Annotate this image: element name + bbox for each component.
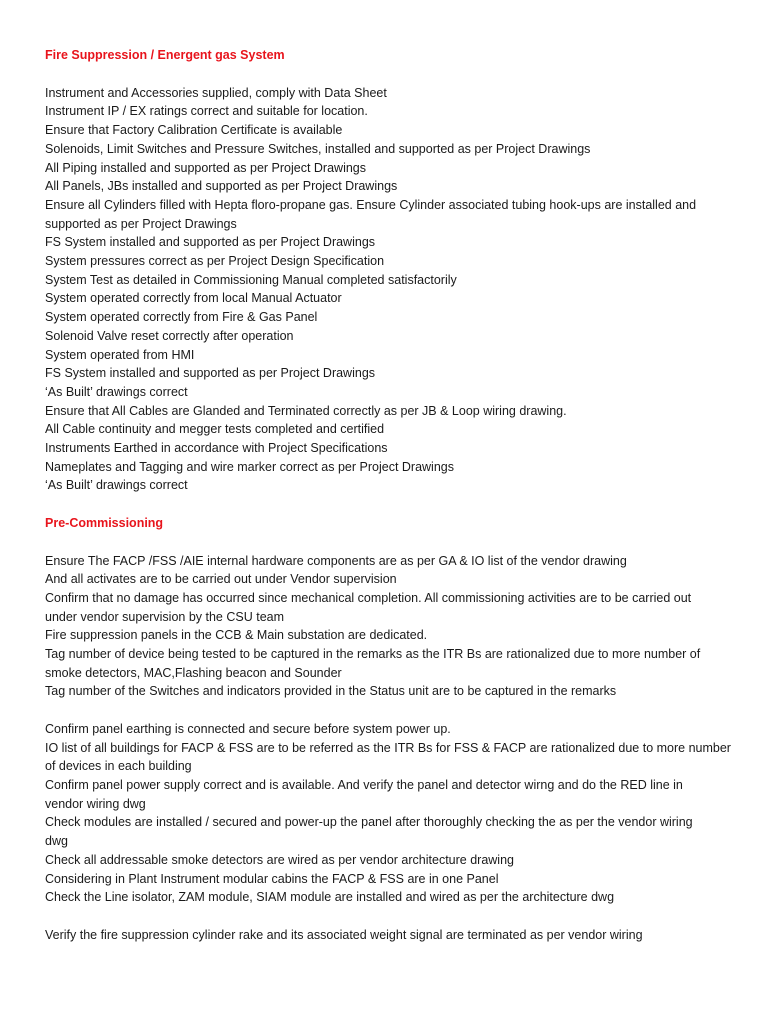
blank-line bbox=[45, 907, 745, 926]
checklist-line: System operated from HMI bbox=[45, 347, 195, 362]
checklist-line: System pressures correct as per Project Design Specification bbox=[45, 254, 385, 269]
checklist-lines bbox=[45, 552, 745, 945]
section-pre-commissioning bbox=[45, 514, 745, 944]
checklist-line: Tag number of the Switches and indicators provided in the Status unit are to be captured in the remarks bbox=[45, 684, 617, 699]
checklist-line: Instrument and Accessories supplied, comply with Data Sheet bbox=[45, 85, 387, 100]
document-page bbox=[45, 46, 745, 944]
checklist-line: Instruments Earthed in accordance with Project Specifications bbox=[45, 441, 388, 456]
checklist-line: Confirm panel earthing is connected and secure before system power up. bbox=[45, 721, 451, 736]
checklist-line: System operated correctly from local Manual Actuator bbox=[45, 291, 342, 306]
checklist-line: Solenoids, Limit Switches and Pressure Switches, installed and supported as per Project Drawings bbox=[45, 141, 591, 156]
section-heading: Pre-Commissioning bbox=[45, 515, 164, 530]
checklist-line: IO list of all buildings for FACP & FSS are to be referred as the ITR Bs for FSS & FACP are rationalized due to more number bbox=[45, 740, 731, 755]
checklist-line: ‘As Built’ drawings correct bbox=[45, 478, 188, 493]
checklist-line: All Panels, JBs installed and supported as per Project Drawings bbox=[45, 179, 398, 194]
checklist-line: dwg bbox=[45, 834, 68, 849]
checklist-line: All Piping installed and supported as per Project Drawings bbox=[45, 160, 367, 175]
checklist-line: FS System installed and supported as per Project Drawings bbox=[45, 366, 376, 381]
checklist-line: Tag number of device being tested to be captured in the remarks as the ITR Bs are rationalized due to more number of bbox=[45, 647, 701, 662]
checklist-line: System operated correctly from Fire & Gas Panel bbox=[45, 310, 318, 325]
checklist-line: smoke detectors, MAC,Flashing beacon and Sounder bbox=[45, 665, 342, 680]
checklist-line: Confirm panel power supply correct and is available. And verify the panel and detector wirng and do the RED line in bbox=[45, 778, 683, 792]
checklist-line: supported as per Project Drawings bbox=[45, 216, 237, 231]
checklist-line: Ensure all Cylinders filled with Hepta floro-propane gas. Ensure Cylinder associated tubing hook-ups are installed and bbox=[45, 197, 697, 212]
checklist-line: Instrument IP / EX ratings correct and suitable for location. bbox=[45, 104, 368, 119]
checklist-line: vendor wiring dwg bbox=[45, 796, 146, 811]
section-heading: Fire Suppression / Energent gas System bbox=[45, 48, 285, 62]
checklist-line: Solenoid Valve reset correctly after operation bbox=[45, 328, 294, 343]
checklist-line: Ensure that Factory Calibration Certificate is available bbox=[45, 123, 343, 138]
checklist-line: FS System installed and supported as per Project Drawings bbox=[45, 235, 376, 250]
checklist-line: Considering in Plant Instrument modular cabins the FACP & FSS are in one Panel bbox=[45, 871, 499, 886]
checklist-line: And all activates are to be carried out under Vendor supervision bbox=[45, 572, 397, 587]
checklist-line: ‘As Built’ drawings correct bbox=[45, 384, 188, 399]
checklist-line: Ensure The FACP /FSS /AIE internal hardware components are as per GA & IO list of the vendor drawing bbox=[45, 553, 627, 568]
checklist-line: Check all addressable smoke detectors are wired as per vendor architecture drawing bbox=[45, 852, 514, 867]
checklist-line: under vendor supervision by the CSU team bbox=[45, 609, 285, 624]
checklist-line: Check the Line isolator, ZAM module, SIAM module are installed and wired as per the architecture dwg bbox=[45, 890, 615, 905]
checklist-line: All Cable continuity and megger tests completed and certified bbox=[45, 422, 385, 437]
checklist-line: Nameplates and Tagging and wire marker correct as per Project Drawings bbox=[45, 459, 454, 474]
checklist-line: Ensure that All Cables are Glanded and Terminated correctly as per JB & Loop wiring drawing. bbox=[45, 403, 567, 418]
checklist-line: Verify the fire suppression cylinder rake and its associated weight signal are terminated as per vendor wiring bbox=[45, 927, 643, 942]
blank-line bbox=[45, 701, 745, 720]
checklist-line: Check modules are installed / secured and power-up the panel after thoroughly checking the as per the vendor wiring bbox=[45, 815, 693, 830]
checklist-line: System Test as detailed in Commissioning Manual completed satisfactorily bbox=[45, 272, 457, 287]
checklist-lines bbox=[45, 84, 745, 495]
section-fire-suppression bbox=[45, 46, 745, 495]
checklist-line: Confirm that no damage has occurred since mechanical completion. All commissioning activities are to be carried out bbox=[45, 590, 692, 605]
checklist-line: of devices in each building bbox=[45, 759, 192, 774]
checklist-line: Fire suppression panels in the CCB & Main substation are dedicated. bbox=[45, 628, 428, 643]
